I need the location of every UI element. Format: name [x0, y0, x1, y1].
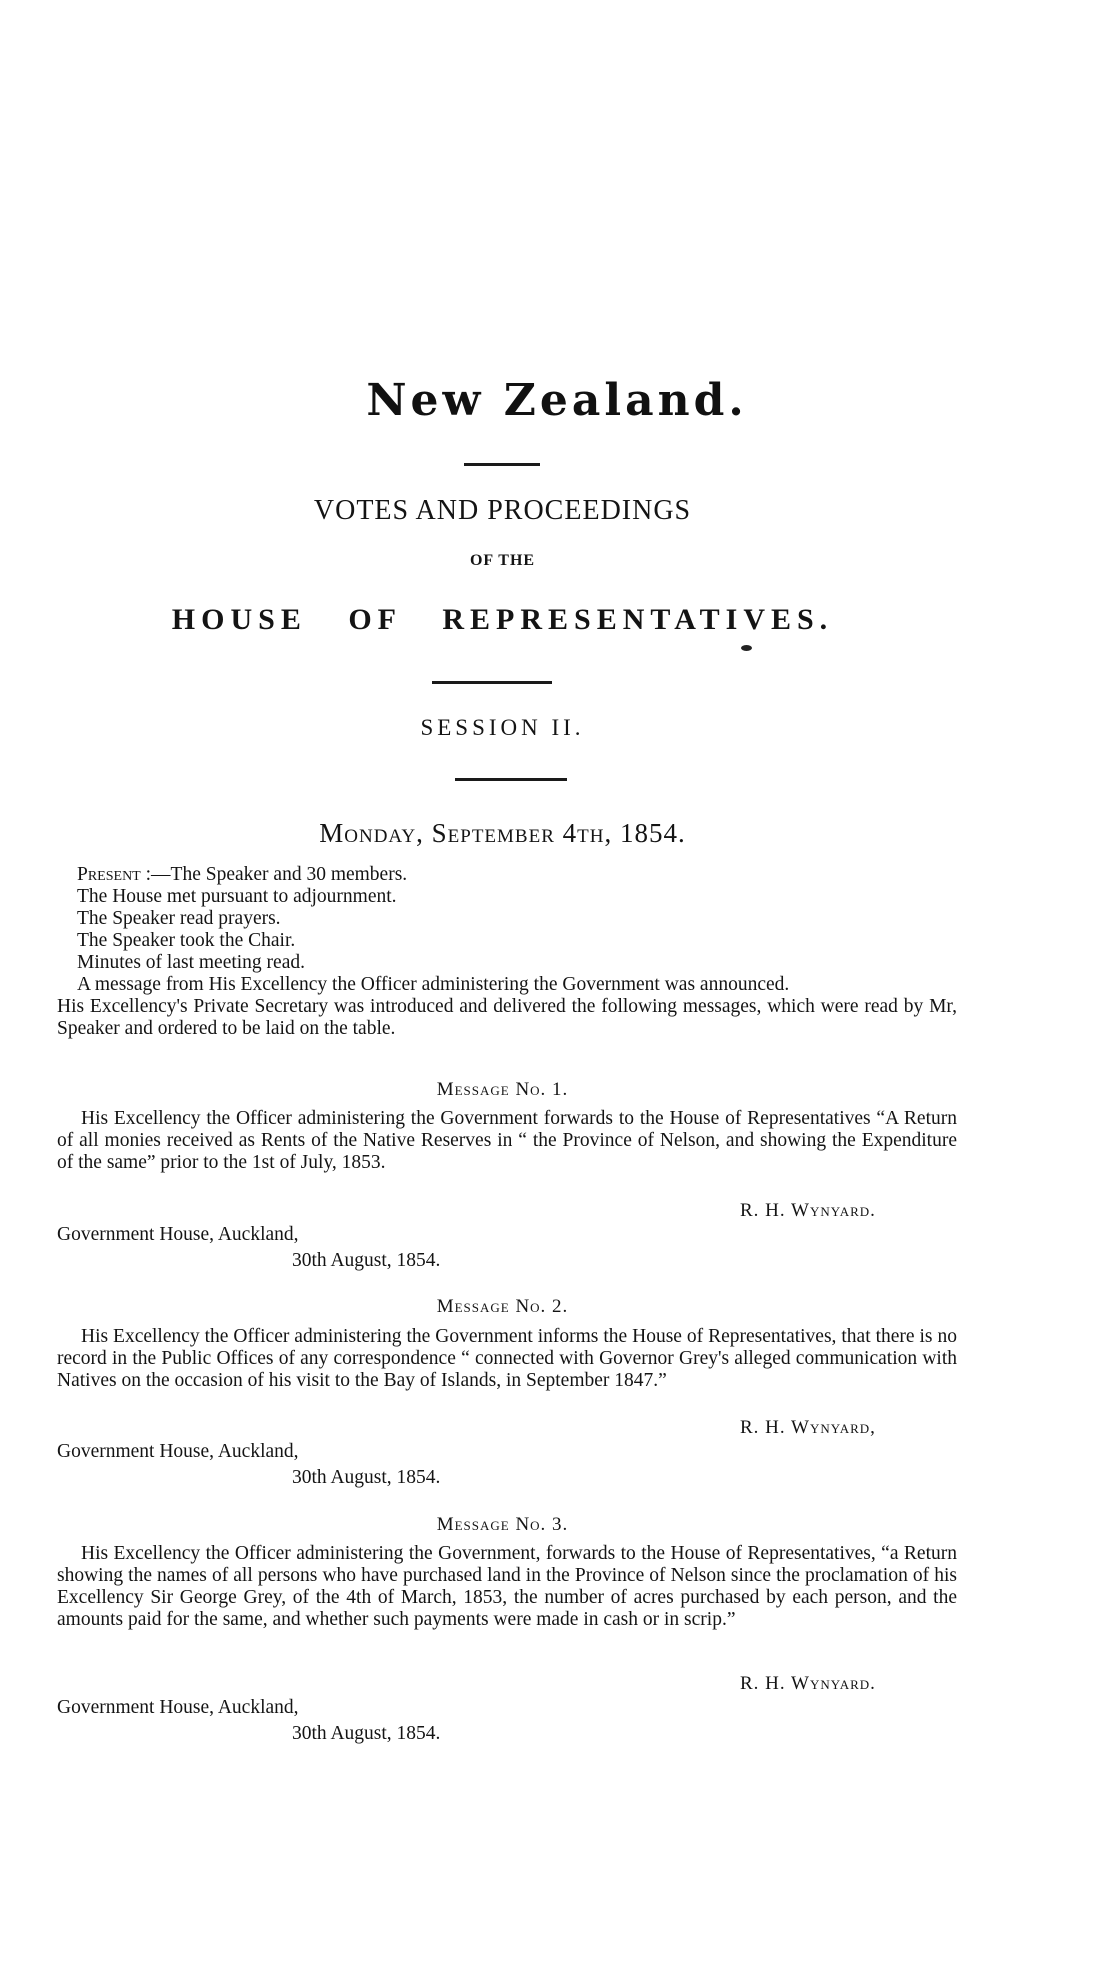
divider-rule	[464, 463, 540, 466]
present-line	[57, 864, 957, 886]
message-heading: Message No. 2.	[436, 1296, 569, 1317]
message-signature: R. H. Wynyard.	[740, 1673, 876, 1694]
message-body: His Excellency the Officer administering the Government, forwards to the House of Representatives, “a Return showing the names of all persons who have purchased land in the Province of Nelson since the proclamation of his Excellency Sir George Grey, of the 4th of March, 1853, the number of acres purchased by each person, and the amounts paid for the same, and whether such payments were made in cash or in scrip.”	[57, 1543, 957, 1630]
message-place: Government House, Auckland,	[57, 1441, 299, 1462]
message-signature: R. H. Wynyard.	[740, 1200, 876, 1221]
message-heading: Message No. 1.	[436, 1079, 569, 1100]
present-label: Present	[77, 864, 141, 885]
proceeding-line: The House met pursuant to adjournment.	[77, 886, 397, 907]
message-date: 30th August, 1854.	[292, 1250, 441, 1271]
message-place: Government House, Auckland,	[57, 1224, 299, 1245]
proceedings-block	[57, 864, 957, 1040]
present-text: :—The Speaker and 30 members.	[145, 864, 408, 885]
proceeding-line: The Speaker read prayers.	[77, 908, 281, 929]
title-of-the: OF THE	[469, 552, 536, 569]
proceeding-line: The Speaker took the Chair.	[77, 930, 296, 951]
message-place: Government House, Auckland,	[57, 1697, 299, 1718]
divider-rule	[432, 681, 552, 684]
message-heading: Message No. 3.	[436, 1514, 569, 1535]
message-body: His Excellency the Officer administering the Government forwards to the House of Representatives “A Return of all monies received as Rents of the Native Reserves in “ the Province of Nelson, and showing the Expenditure of the same” prior to the 1st of July, 1853.	[57, 1108, 957, 1173]
masthead-title: New Zealand.	[366, 375, 748, 426]
divider-rule	[455, 778, 567, 781]
message-body: His Excellency the Officer administering the Government informs the House of Representatives, that there is no record in the Public Offices of any correspondence “ connected with Governor Grey's alleged communication with Natives on the occasion of his visit to the Bay of Islands, in September 1847.”	[57, 1326, 957, 1391]
message-date: 30th August, 1854.	[292, 1467, 441, 1488]
ink-speck	[741, 645, 752, 651]
proceeding-line: A message from His Excellency the Officer administering the Government was announced.	[77, 974, 790, 995]
session-title: SESSION II.	[420, 715, 585, 740]
message-signature: R. H. Wynyard,	[740, 1417, 876, 1438]
proceeding-paragraph: His Excellency's Private Secretary was introduced and delivered the following messages, which were read by Mr, Speaker and ordered to be laid on the table.	[57, 996, 957, 1039]
proceeding-line: Minutes of last meeting read.	[77, 952, 305, 973]
message-date: 30th August, 1854.	[292, 1723, 441, 1744]
dateline: Monday, September 4th, 1854.	[319, 818, 686, 848]
title-house-of-representatives: HOUSE OF REPRESENTATIVES.	[171, 603, 834, 636]
title-votes-and-proceedings: VOTES AND PROCEEDINGS	[313, 495, 692, 526]
